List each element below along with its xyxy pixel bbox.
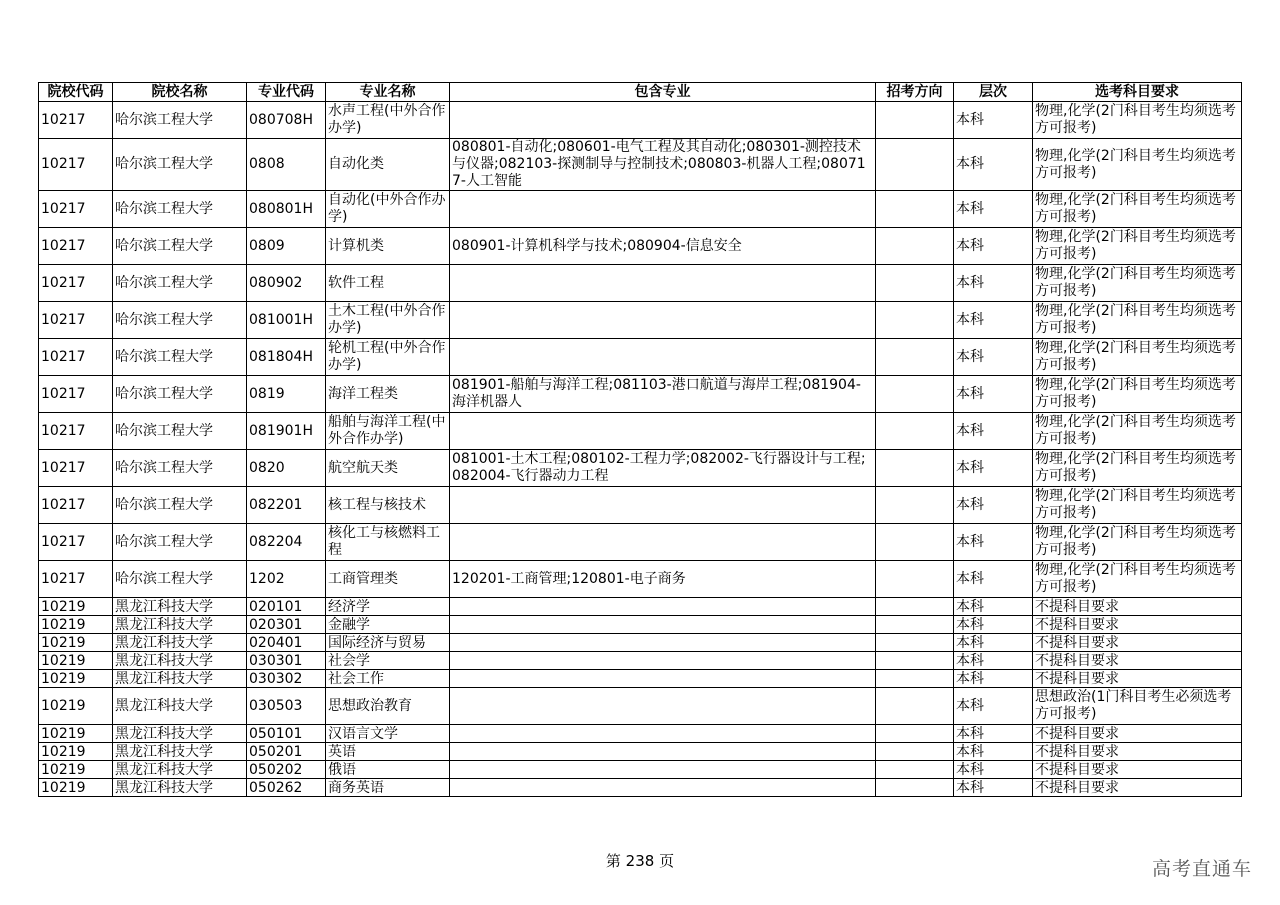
table-row [39,302,1242,339]
cell-school-name: 黑龙江科技大学 [113,761,247,779]
cell-direction [876,598,954,616]
cell-school-name: 黑龙江科技大学 [113,616,247,634]
cell-subject-requirement: 物理,化学(2门科目考生均须选考方可报考) [1033,561,1242,598]
cell-school-code: 10217 [39,102,113,139]
table-row [39,743,1242,761]
table-row [39,413,1242,450]
cell-major-code: 020301 [247,616,326,634]
cell-school-code: 10219 [39,688,113,725]
cell-school-name: 哈尔滨工程大学 [113,413,247,450]
cell-level: 本科 [954,102,1033,139]
cell-direction [876,339,954,376]
cell-subject-requirement: 物理,化学(2门科目考生均须选考方可报考) [1033,524,1242,561]
cell-school-code: 10219 [39,779,113,797]
cell-included-majors [450,652,876,670]
cell-level: 本科 [954,634,1033,652]
header-major-code: 专业代码 [247,83,326,102]
cell-included-majors [450,413,876,450]
table-row [39,725,1242,743]
cell-school-code: 10217 [39,265,113,302]
table-row [39,339,1242,376]
cell-included-majors [450,191,876,228]
cell-direction [876,616,954,634]
cell-level: 本科 [954,688,1033,725]
admission-table [38,82,1242,797]
cell-included-majors [450,761,876,779]
cell-included-majors [450,616,876,634]
watermark-text: 高考直通车 [1151,858,1252,880]
cell-direction [876,302,954,339]
cell-school-name: 黑龙江科技大学 [113,634,247,652]
cell-included-majors: 080901-计算机科学与技术;080904-信息安全 [450,228,876,265]
cell-major-name: 工商管理类 [326,561,450,598]
cell-direction [876,450,954,487]
table-row [39,616,1242,634]
cell-subject-requirement: 物理,化学(2门科目考生均须选考方可报考) [1033,102,1242,139]
cell-school-name: 哈尔滨工程大学 [113,487,247,524]
cell-school-code: 10217 [39,413,113,450]
cell-major-code: 050201 [247,743,326,761]
cell-major-name: 土木工程(中外合作办学) [326,302,450,339]
table-row [39,487,1242,524]
cell-major-code: 030302 [247,670,326,688]
cell-major-code: 081804H [247,339,326,376]
cell-school-name: 黑龙江科技大学 [113,779,247,797]
cell-included-majors [450,598,876,616]
cell-included-majors: 081901-船舶与海洋工程;081103-港口航道与海岸工程;081904-海洋机器人 [450,376,876,413]
cell-direction [876,487,954,524]
cell-school-code: 10217 [39,561,113,598]
cell-subject-requirement: 物理,化学(2门科目考生均须选考方可报考) [1033,376,1242,413]
cell-level: 本科 [954,191,1033,228]
cell-subject-requirement: 物理,化学(2门科目考生均须选考方可报考) [1033,413,1242,450]
cell-major-code: 081001H [247,302,326,339]
cell-major-name: 航空航天类 [326,450,450,487]
cell-school-code: 10217 [39,524,113,561]
header-school-code: 院校代码 [39,83,113,102]
cell-included-majors [450,102,876,139]
cell-direction [876,228,954,265]
cell-major-name: 国际经济与贸易 [326,634,450,652]
cell-school-code: 10217 [39,139,113,191]
table-row [39,376,1242,413]
cell-major-name: 自动化类 [326,139,450,191]
cell-school-name: 哈尔滨工程大学 [113,302,247,339]
cell-level: 本科 [954,616,1033,634]
cell-school-name: 哈尔滨工程大学 [113,228,247,265]
cell-major-code: 081901H [247,413,326,450]
cell-included-majors [450,524,876,561]
cell-major-code: 080902 [247,265,326,302]
table-row [39,191,1242,228]
table-row [39,102,1242,139]
cell-major-code: 030503 [247,688,326,725]
cell-school-name: 哈尔滨工程大学 [113,191,247,228]
cell-major-code: 082201 [247,487,326,524]
cell-included-majors [450,265,876,302]
table-row [39,670,1242,688]
header-direction: 招考方向 [876,83,954,102]
cell-included-majors [450,743,876,761]
cell-major-name: 核工程与核技术 [326,487,450,524]
cell-direction [876,139,954,191]
cell-subject-requirement: 不提科目要求 [1033,761,1242,779]
table-row [39,561,1242,598]
cell-major-code: 050202 [247,761,326,779]
cell-major-name: 英语 [326,743,450,761]
table-row [39,524,1242,561]
cell-subject-requirement: 物理,化学(2门科目考生均须选考方可报考) [1033,339,1242,376]
cell-school-code: 10219 [39,634,113,652]
cell-school-code: 10217 [39,450,113,487]
cell-school-code: 10217 [39,376,113,413]
cell-direction [876,670,954,688]
cell-school-code: 10217 [39,228,113,265]
cell-school-name: 哈尔滨工程大学 [113,376,247,413]
cell-included-majors [450,688,876,725]
cell-school-name: 哈尔滨工程大学 [113,265,247,302]
cell-level: 本科 [954,265,1033,302]
cell-direction [876,652,954,670]
cell-subject-requirement: 物理,化学(2门科目考生均须选考方可报考) [1033,265,1242,302]
cell-major-name: 思想政治教育 [326,688,450,725]
cell-school-code: 10217 [39,339,113,376]
cell-major-name: 海洋工程类 [326,376,450,413]
cell-school-code: 10219 [39,670,113,688]
cell-level: 本科 [954,302,1033,339]
cell-direction [876,761,954,779]
header-school-name: 院校名称 [113,83,247,102]
cell-school-name: 黑龙江科技大学 [113,725,247,743]
cell-school-name: 哈尔滨工程大学 [113,339,247,376]
cell-school-name: 哈尔滨工程大学 [113,102,247,139]
cell-included-majors [450,634,876,652]
cell-school-name: 黑龙江科技大学 [113,688,247,725]
cell-direction [876,561,954,598]
cell-major-code: 0809 [247,228,326,265]
cell-level: 本科 [954,228,1033,265]
cell-level: 本科 [954,487,1033,524]
cell-subject-requirement: 物理,化学(2门科目考生均须选考方可报考) [1033,487,1242,524]
cell-school-name: 黑龙江科技大学 [113,743,247,761]
cell-subject-requirement: 不提科目要求 [1033,616,1242,634]
cell-level: 本科 [954,725,1033,743]
header-row [39,83,1242,102]
cell-major-name: 核化工与核燃料工程 [326,524,450,561]
cell-school-code: 10217 [39,302,113,339]
cell-subject-requirement: 物理,化学(2门科目考生均须选考方可报考) [1033,191,1242,228]
cell-direction [876,743,954,761]
cell-included-majors: 080801-自动化;080601-电气工程及其自动化;080301-测控技术与仪器;082103-探测制导与控制技术;080803-机器人工程;080717-人工智能 [450,139,876,191]
cell-subject-requirement: 物理,化学(2门科目考生均须选考方可报考) [1033,139,1242,191]
cell-direction [876,191,954,228]
cell-major-name: 商务英语 [326,779,450,797]
cell-major-name: 船舶与海洋工程(中外合作办学) [326,413,450,450]
cell-included-majors [450,487,876,524]
cell-direction [876,376,954,413]
cell-direction [876,524,954,561]
cell-school-code: 10219 [39,652,113,670]
cell-subject-requirement: 不提科目要求 [1033,670,1242,688]
cell-subject-requirement: 不提科目要求 [1033,779,1242,797]
cell-major-name: 社会工作 [326,670,450,688]
cell-level: 本科 [954,139,1033,191]
cell-major-name: 金融学 [326,616,450,634]
cell-level: 本科 [954,598,1033,616]
cell-school-code: 10219 [39,761,113,779]
cell-subject-requirement: 不提科目要求 [1033,743,1242,761]
cell-included-majors [450,725,876,743]
cell-school-code: 10219 [39,743,113,761]
cell-major-code: 080801H [247,191,326,228]
cell-major-name: 经济学 [326,598,450,616]
cell-major-name: 轮机工程(中外合作办学) [326,339,450,376]
cell-school-name: 哈尔滨工程大学 [113,139,247,191]
header-level: 层次 [954,83,1033,102]
table-row [39,265,1242,302]
header-major-name: 专业名称 [326,83,450,102]
table-row [39,779,1242,797]
cell-school-name: 哈尔滨工程大学 [113,450,247,487]
cell-subject-requirement: 不提科目要求 [1033,725,1242,743]
cell-direction [876,779,954,797]
cell-school-code: 10219 [39,616,113,634]
cell-major-name: 水声工程(中外合作办学) [326,102,450,139]
cell-school-name: 黑龙江科技大学 [113,670,247,688]
cell-major-code: 030301 [247,652,326,670]
cell-subject-requirement: 物理,化学(2门科目考生均须选考方可报考) [1033,302,1242,339]
cell-subject-requirement: 不提科目要求 [1033,634,1242,652]
cell-major-name: 计算机类 [326,228,450,265]
cell-major-code: 0820 [247,450,326,487]
cell-subject-requirement: 物理,化学(2门科目考生均须选考方可报考) [1033,450,1242,487]
cell-school-name: 哈尔滨工程大学 [113,524,247,561]
header-included-majors: 包含专业 [450,83,876,102]
cell-direction [876,265,954,302]
table-row [39,761,1242,779]
cell-direction [876,102,954,139]
cell-level: 本科 [954,524,1033,561]
table-row [39,688,1242,725]
cell-school-code: 10219 [39,598,113,616]
cell-subject-requirement: 不提科目要求 [1033,652,1242,670]
cell-level: 本科 [954,779,1033,797]
cell-subject-requirement: 物理,化学(2门科目考生均须选考方可报考) [1033,228,1242,265]
table-row [39,652,1242,670]
cell-included-majors [450,670,876,688]
cell-school-name: 黑龙江科技大学 [113,652,247,670]
cell-included-majors [450,302,876,339]
cell-major-code: 050262 [247,779,326,797]
cell-direction [876,688,954,725]
cell-major-code: 082204 [247,524,326,561]
cell-level: 本科 [954,339,1033,376]
cell-major-code: 1202 [247,561,326,598]
cell-level: 本科 [954,652,1033,670]
cell-school-code: 10219 [39,725,113,743]
cell-direction [876,725,954,743]
cell-direction [876,634,954,652]
page-number: 第 238 页 [605,852,675,870]
cell-subject-requirement: 不提科目要求 [1033,598,1242,616]
cell-major-code: 080708H [247,102,326,139]
cell-included-majors: 081001-土木工程;080102-工程力学;082002-飞行器设计与工程;082004-飞行器动力工程 [450,450,876,487]
cell-level: 本科 [954,450,1033,487]
cell-level: 本科 [954,743,1033,761]
table-body [39,102,1242,797]
cell-level: 本科 [954,413,1033,450]
table-row [39,228,1242,265]
table-row [39,598,1242,616]
cell-major-name: 社会学 [326,652,450,670]
cell-major-code: 020101 [247,598,326,616]
cell-included-majors [450,339,876,376]
cell-major-name: 俄语 [326,761,450,779]
cell-level: 本科 [954,670,1033,688]
cell-subject-requirement: 思想政治(1门科目考生必须选考方可报考) [1033,688,1242,725]
cell-major-code: 0819 [247,376,326,413]
cell-school-name: 哈尔滨工程大学 [113,561,247,598]
cell-included-majors: 120201-工商管理;120801-电子商务 [450,561,876,598]
cell-major-code: 020401 [247,634,326,652]
cell-level: 本科 [954,561,1033,598]
cell-major-code: 050101 [247,725,326,743]
table-row [39,634,1242,652]
cell-school-name: 黑龙江科技大学 [113,598,247,616]
cell-major-name: 软件工程 [326,265,450,302]
cell-level: 本科 [954,761,1033,779]
header-subject-requirement: 选考科目要求 [1033,83,1242,102]
cell-direction [876,413,954,450]
cell-major-name: 自动化(中外合作办学) [326,191,450,228]
cell-major-name: 汉语言文学 [326,725,450,743]
cell-school-code: 10217 [39,191,113,228]
cell-level: 本科 [954,376,1033,413]
cell-included-majors [450,779,876,797]
cell-major-code: 0808 [247,139,326,191]
cell-school-code: 10217 [39,487,113,524]
table-row [39,139,1242,191]
table-row [39,450,1242,487]
